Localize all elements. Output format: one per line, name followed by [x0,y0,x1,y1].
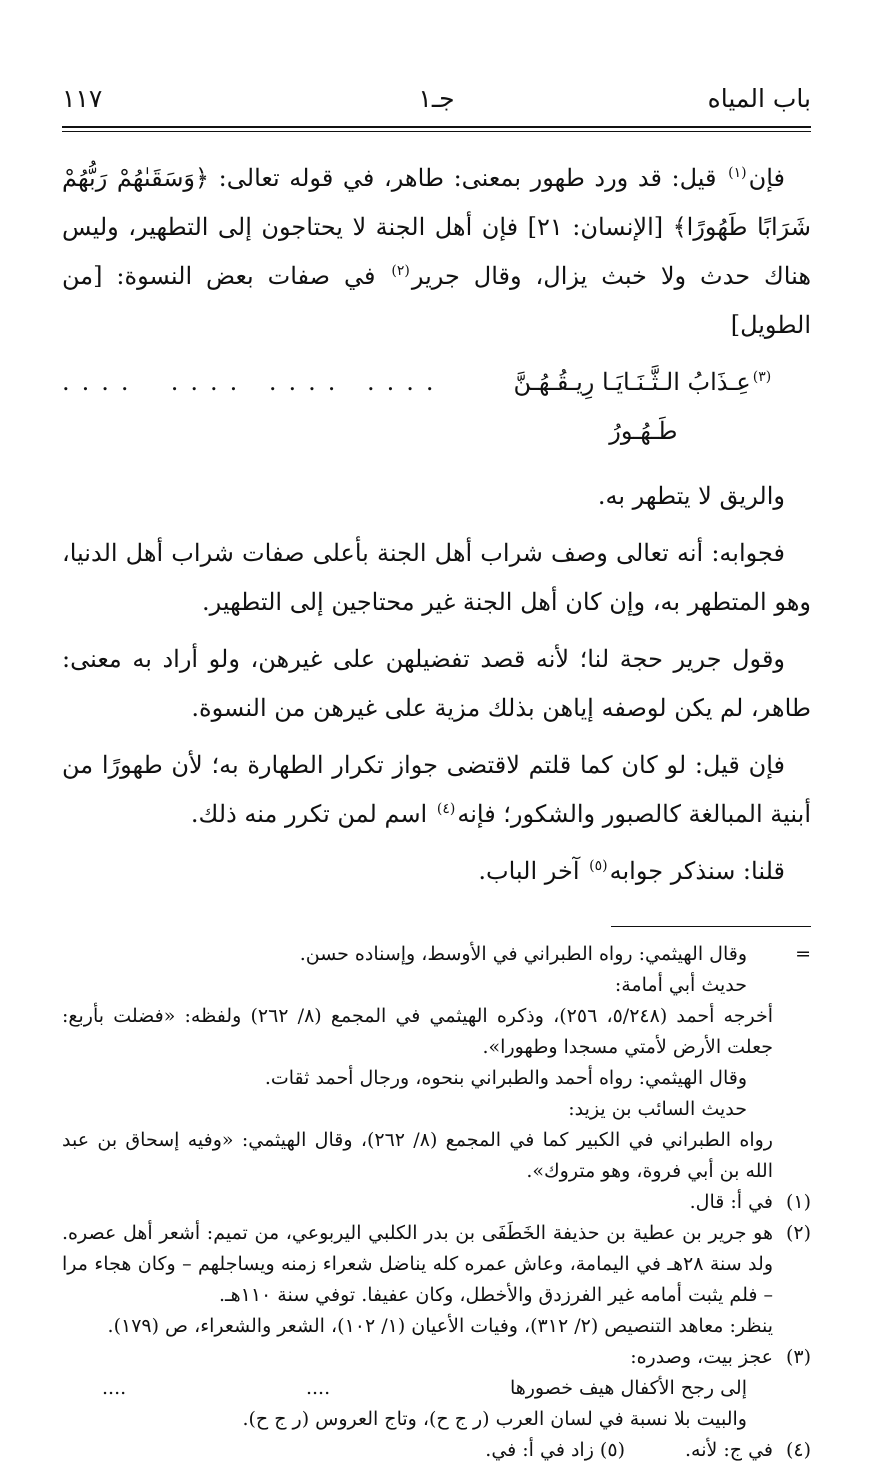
footnote-mark: (١) [785,1191,811,1213]
poem-dots: .... [102,1377,127,1399]
poetry-verse [62,358,811,456]
footnote-ref-3[interactable]: (٣) [752,369,772,385]
footnote-text [62,1435,773,1466]
footnote-mark: (٢) [785,1222,811,1244]
footnote-ref-5[interactable]: (٥) [589,858,608,874]
text-run: قلنا: سنذكر جوابه [609,857,785,885]
verse-first-hemistich-dots: .... .... .... [170,368,446,396]
footnote-mark: (٤) [785,1439,811,1461]
footnote-separator [611,926,811,927]
footnote-4-text: في ج: لأنه. [684,1439,773,1461]
text-run: [الإنسان: ٢١] فإن أهل الجنة لا يحتاجون إلى التطهير، وليس هناك حدث ولا خبث يزال، وقال جرير [62,213,811,290]
footnote-2 [62,1218,811,1342]
chapter-title: باب المياه [707,84,811,113]
footnote-mark: (٣) [785,1346,811,1368]
footnote-line: حديث السائب بن يزيد: [568,1098,747,1120]
running-header [62,84,811,124]
paragraph-5 [62,741,811,839]
footnote-ref-4[interactable]: (٤) [436,801,456,817]
footnote-continuation [62,939,811,1187]
footnote-line: وقال الهيثمي: رواه الطبراني في الأوسط، وإسناده حسن. [299,943,747,965]
footnote-text [62,1218,773,1342]
footnote-line: حديث أبي أمامة: [614,974,747,996]
verse-dots: .... [61,368,141,396]
paragraph-2: والريق لا يتطهر به. [597,482,785,510]
volume-label: جـ١ [418,84,455,113]
verse-text: عِـذَابُ الـثَّـنَـايَـا رِيـقُـهُـنَّ طَـهُـورُ [513,368,751,445]
footnote-line: رواه الطبراني في الكبير كما في المجمع (٨/ ٢٦٢)، وقال الهيثمي: «وفيه إسحاق بن عبد الله بن أبي فروة، وهو متروك». [62,1129,773,1182]
text-run: فإن [748,164,785,192]
poem-hemistich: إلى رجح الأكفال هيف خصورها [509,1377,747,1399]
footnote-text: في أ: قال. [689,1191,773,1213]
header-rule-thin [62,131,811,132]
footnote-4-5 [62,1435,811,1466]
footnote-5-text: زاد في أ: في. [485,1439,594,1461]
footnote-line: ينظر: معاهد التنصيص (٢/ ٣١٢)، وفيات الأعيان (١/ ١٠٢)، الشعر والشعراء، ص (١٧٩). [107,1315,773,1337]
footnote-1 [62,1187,811,1218]
paragraph-3: فجوابه: أنه تعالى وصف شراب أهل الجنة بأعلى صفات شراب أهل الدنيا، وهو المتطهر به، وإن كان أهل الجنة غير محتاجين إلى التطهير. [62,539,811,616]
main-text [62,154,811,896]
paragraph-6 [62,847,811,896]
text-run: آخر الباب. [478,857,580,885]
footnote-5 [485,1435,625,1466]
footnotes [62,939,811,1466]
footnote-text [62,939,773,1187]
text-run: فإن قيل: لو كان كما قلتم لاقتضى جواز تكرار الطهارة به؛ لأن طهورًا من أبنية المبالغة كالصبور والشكور؛ فإنه [62,751,811,828]
continuation-mark: = [795,943,811,965]
paragraph-1 [62,154,811,350]
footnote-line: عجز بيت، وصدره: [630,1346,773,1368]
footnote-line: والبيت بلا نسبة في لسان العرب (ر ج ح)، وتاج العروس (ر ج ح). [242,1408,747,1430]
text-run: اسم لمن تكرر منه ذلك. [190,800,428,828]
footnote-text [62,1342,773,1435]
footnote-line: هو جرير بن عطية بن حذيفة الخَطَفَى بن بدر الكلبي اليربوعي، من تميم: أشعر أهل عصره. ولد سنة ٢٨هـ في اليمامة، وعاش عمره كله يناضل شعراء زمنه ويساجلهم – وكان هجاء مرا – فلم يثبت أمامه غير الفرزدق والأخطل، وكان عفيفا. توفي سنة ١١٠هـ. [62,1222,773,1306]
footnote-poem [62,1373,773,1404]
footnote-ref-2[interactable]: (٢) [391,263,410,279]
quran-verse: ﴿وَسَقَىٰهُمْ رَبُّهُمْ شَرَابًا طَهُورًا﴾ [62,164,811,241]
footnote-line: وقال الهيثمي: رواه أحمد والطبراني بنحوه، ورجال أحمد ثقات. [264,1067,747,1089]
paragraph-4: وقول جرير حجة لنا؛ لأنه قصد تفضيلهن على غيرهن، ولو أراد به معنى: طاهر، لم يكن لوصفه إياهن بذلك مزية على غيرهن من النسوة. [62,645,811,722]
text-run: في صفات بعض النسوة: [من الطويل] [62,262,811,339]
footnote-line: أخرجه أحمد (٥/٢٤٨، ٢٥٦)، وذكره الهيثمي في المجمع (٨/ ٢٦٢) ولفظه: «فضلت بأربع: جعلت الأرض لأمتي مسجدا وطهورا». [62,1005,773,1058]
verse-second-hemistich [476,358,811,456]
footnote-ref-1[interactable]: (١) [728,165,747,181]
text-run: قيل: قد ورد طهور بمعنى: طاهر، في قوله تعالى: [218,164,717,192]
footnote-3 [62,1342,811,1435]
header-rule-thick [62,126,811,128]
page-number: ١١٧ [62,84,103,113]
poem-dots: .... [305,1377,331,1399]
footnote-mark: (٥) [599,1439,625,1461]
